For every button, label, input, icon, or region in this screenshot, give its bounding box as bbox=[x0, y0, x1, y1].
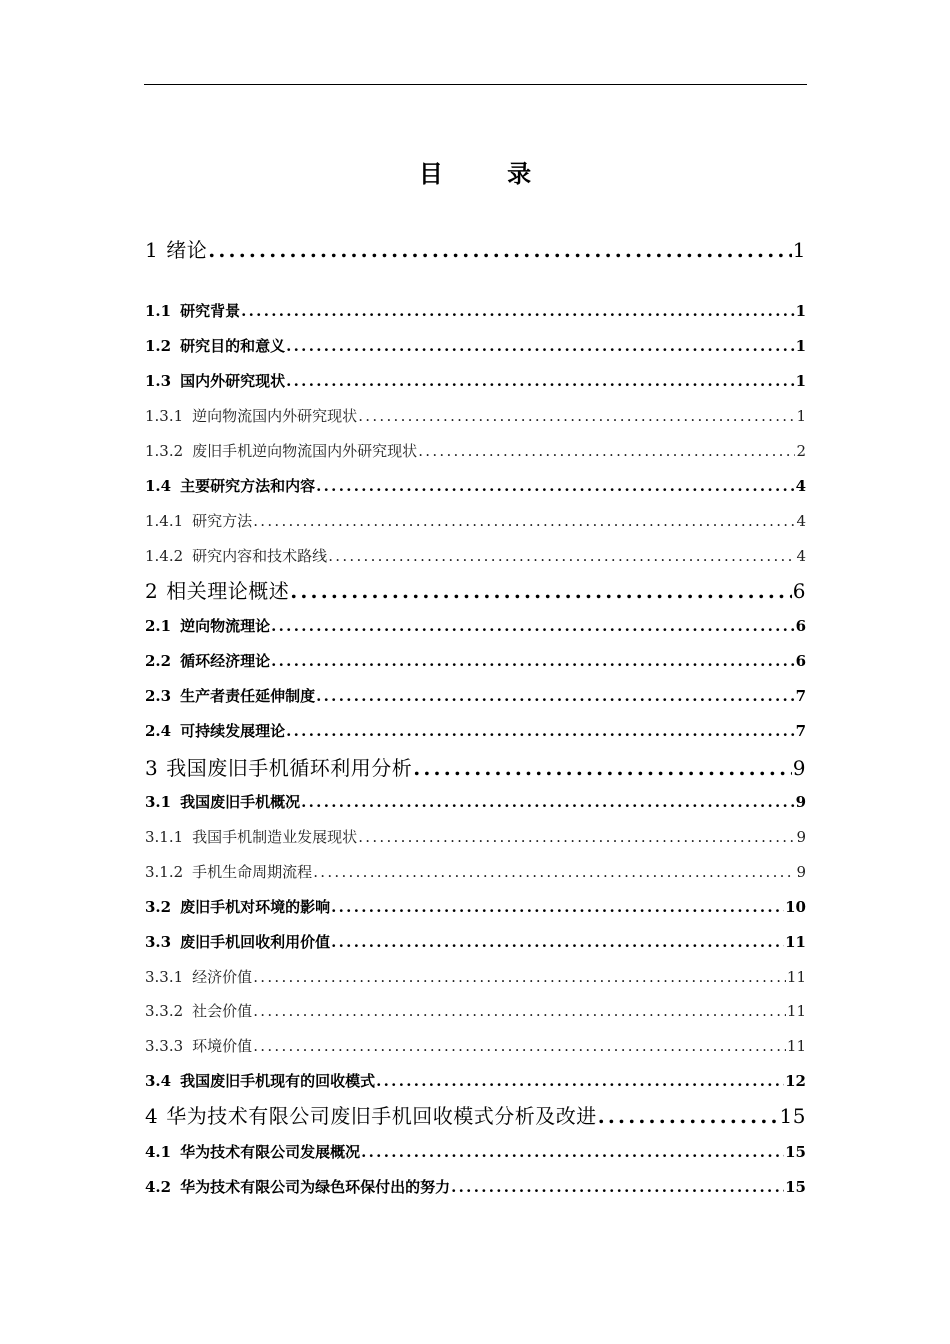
dot-leader bbox=[208, 237, 792, 263]
toc-entry-label: 1.3.1 逆向物流国内外研究现状 bbox=[145, 407, 358, 425]
toc-page-number: 6 bbox=[795, 652, 806, 670]
toc-entry-3-3-1[interactable] bbox=[145, 967, 806, 987]
dot-leader bbox=[271, 651, 794, 671]
dot-leader bbox=[253, 1036, 786, 1056]
dot-leader bbox=[253, 967, 786, 987]
toc-entry-label: 3.1.2 手机生命周期流程 bbox=[145, 863, 313, 881]
dot-leader bbox=[331, 897, 784, 917]
toc-entry-2-2[interactable] bbox=[145, 651, 806, 671]
toc-entry-1-1[interactable] bbox=[145, 301, 806, 321]
toc-entry-4[interactable] bbox=[145, 1103, 806, 1129]
toc-entry-label: 2.3 生产者责任延伸制度 bbox=[145, 687, 316, 705]
toc-page-number: 11 bbox=[785, 933, 806, 951]
toc-page-number: 1 bbox=[795, 372, 806, 390]
toc-entry-label: 1.4 主要研究方法和内容 bbox=[145, 477, 316, 495]
toc-page-number: 10 bbox=[785, 898, 806, 916]
toc-entry-3-4[interactable] bbox=[145, 1071, 806, 1091]
toc-entry-label: 3.1 我国废旧手机概况 bbox=[145, 793, 301, 811]
toc-entry-1-3-2[interactable] bbox=[145, 441, 806, 461]
toc-entry-2[interactable] bbox=[145, 578, 806, 604]
toc-page-number: 4 bbox=[795, 477, 806, 495]
toc-entry-1-3[interactable] bbox=[145, 371, 806, 391]
toc-page-number: 2 bbox=[796, 442, 806, 460]
dot-leader bbox=[286, 721, 794, 741]
toc-entry-3-1-1[interactable] bbox=[145, 827, 806, 847]
dot-leader bbox=[331, 932, 784, 952]
toc-page-number: 4 bbox=[796, 512, 806, 530]
dot-leader bbox=[286, 336, 794, 356]
toc-entry-label: 1.4.2 研究内容和技术路线 bbox=[145, 547, 328, 565]
toc-page-number: 1 bbox=[795, 302, 806, 320]
dot-leader bbox=[253, 511, 795, 531]
dot-leader bbox=[418, 441, 795, 461]
toc-entry-3-3-2[interactable] bbox=[145, 1001, 806, 1021]
toc-entry-label: 2.1 逆向物流理论 bbox=[145, 617, 271, 635]
toc-entry-label: 3 我国废旧手机循环利用分析 bbox=[145, 756, 413, 780]
dot-leader bbox=[253, 1001, 786, 1021]
toc-entry-1[interactable] bbox=[145, 237, 806, 263]
toc-entry-1-4-2[interactable] bbox=[145, 546, 806, 566]
toc-entry-label: 4.1 华为技术有限公司发展概况 bbox=[145, 1143, 361, 1161]
toc-page-number: 12 bbox=[785, 1072, 806, 1090]
toc-entry-label: 2.4 可持续发展理论 bbox=[145, 722, 286, 740]
dot-leader bbox=[316, 686, 794, 706]
toc-entry-4-1[interactable] bbox=[145, 1142, 806, 1162]
toc-page-number: 9 bbox=[795, 793, 806, 811]
toc-entry-1-3-1[interactable] bbox=[145, 406, 806, 426]
toc-entry-1-4[interactable] bbox=[145, 476, 806, 496]
toc-entry-label: 1.3 国内外研究现状 bbox=[145, 372, 286, 390]
dot-leader bbox=[316, 476, 794, 496]
toc-entry-label: 2.2 循环经济理论 bbox=[145, 652, 271, 670]
toc-title: 目 录 bbox=[418, 159, 560, 188]
dot-leader bbox=[358, 406, 795, 426]
toc-entry-3-1[interactable] bbox=[145, 792, 806, 812]
dot-leader bbox=[413, 755, 792, 781]
toc-page-number: 15 bbox=[785, 1178, 806, 1196]
toc-entry-label: 3.3 废旧手机回收利用价值 bbox=[145, 933, 331, 951]
toc-entry-3-3-3[interactable] bbox=[145, 1036, 806, 1056]
dot-leader bbox=[376, 1071, 784, 1091]
dot-leader bbox=[271, 616, 794, 636]
toc-entry-label: 4 华为技术有限公司废旧手机回收模式分析及改进 bbox=[145, 1104, 597, 1128]
toc-entry-label: 3.3.1 经济价值 bbox=[145, 968, 253, 986]
toc-entry-2-1[interactable] bbox=[145, 616, 806, 636]
toc-page-number: 1 bbox=[792, 238, 806, 262]
toc-page-number: 1 bbox=[796, 407, 806, 425]
dot-leader bbox=[361, 1142, 784, 1162]
toc-entry-label: 3.1.1 我国手机制造业发展现状 bbox=[145, 828, 358, 846]
toc-entry-3-2[interactable] bbox=[145, 897, 806, 917]
toc-entry-label: 1.3.2 废旧手机逆向物流国内外研究现状 bbox=[145, 442, 418, 460]
toc-page-number: 4 bbox=[796, 547, 806, 565]
toc-page-number: 11 bbox=[786, 1002, 806, 1020]
dot-leader bbox=[286, 371, 794, 391]
dot-leader bbox=[241, 301, 794, 321]
toc-entry-label: 2 相关理论概述 bbox=[145, 579, 290, 603]
toc-page-number: 15 bbox=[785, 1143, 806, 1161]
toc-entry-label: 1 绪论 bbox=[145, 238, 208, 262]
toc-page-number: 7 bbox=[795, 722, 806, 740]
toc-entry-3-1-2[interactable] bbox=[145, 862, 806, 882]
toc-entry-label: 3.2 废旧手机对环境的影响 bbox=[145, 898, 331, 916]
dot-leader bbox=[313, 862, 795, 882]
toc-entry-label: 3.3.2 社会价值 bbox=[145, 1002, 253, 1020]
toc-entry-4-2[interactable] bbox=[145, 1177, 806, 1197]
toc-entry-3[interactable] bbox=[145, 755, 806, 781]
toc-entry-1-4-1[interactable] bbox=[145, 511, 806, 531]
dot-leader bbox=[451, 1177, 784, 1197]
toc-page-number: 11 bbox=[786, 968, 806, 986]
dot-leader bbox=[328, 546, 795, 566]
toc-entry-label: 3.3.3 环境价值 bbox=[145, 1037, 253, 1055]
toc-entry-label: 1.1 研究背景 bbox=[145, 302, 241, 320]
toc-entry-2-3[interactable] bbox=[145, 686, 806, 706]
toc-entry-3-3[interactable] bbox=[145, 932, 806, 952]
toc-page-number: 9 bbox=[796, 828, 806, 846]
toc-page-number: 9 bbox=[796, 863, 806, 881]
toc-page-number: 6 bbox=[792, 579, 806, 603]
toc-page-number: 11 bbox=[786, 1037, 806, 1055]
toc-page-number: 1 bbox=[795, 337, 806, 355]
toc-entry-2-4[interactable] bbox=[145, 721, 806, 741]
dot-leader bbox=[358, 827, 795, 847]
toc-entry-1-2[interactable] bbox=[145, 336, 806, 356]
toc-page-number: 7 bbox=[795, 687, 806, 705]
toc-entry-label: 4.2 华为技术有限公司为绿色环保付出的努力 bbox=[145, 1178, 451, 1196]
dot-leader bbox=[301, 792, 794, 812]
toc-page-number: 9 bbox=[792, 756, 806, 780]
dot-leader bbox=[598, 1103, 779, 1129]
toc-entry-label: 1.4.1 研究方法 bbox=[145, 512, 253, 530]
toc-page-number: 6 bbox=[795, 617, 806, 635]
toc-page-number: 15 bbox=[779, 1104, 806, 1128]
header-rule bbox=[144, 84, 807, 85]
toc-entry-label: 3.4 我国废旧手机现有的回收模式 bbox=[145, 1072, 376, 1090]
dot-leader bbox=[290, 578, 792, 604]
toc-entry-label: 1.2 研究目的和意义 bbox=[145, 337, 286, 355]
